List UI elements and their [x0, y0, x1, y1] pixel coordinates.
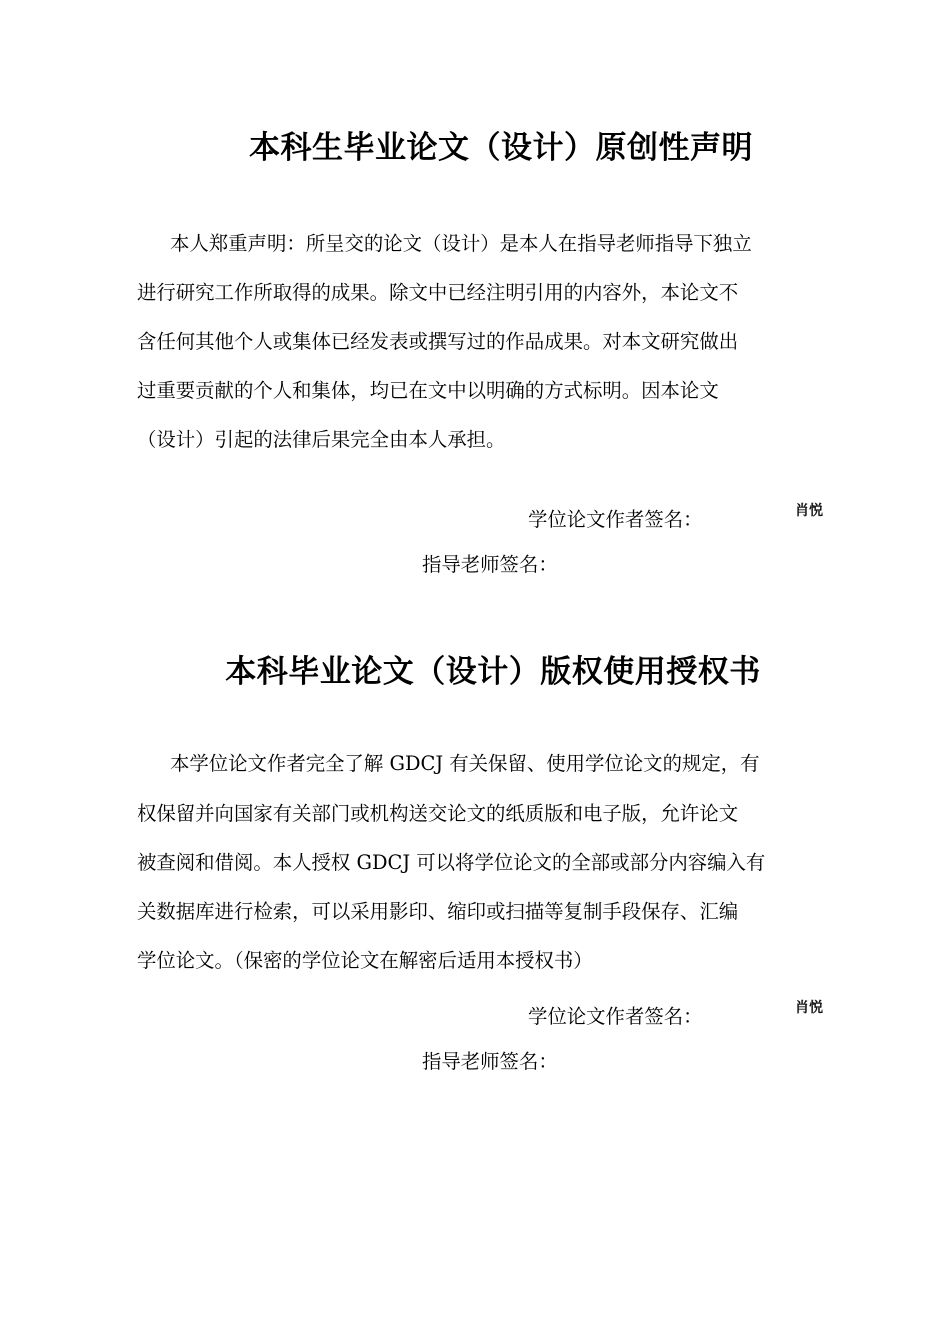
declaration-line-3: 含任何其他个人或集体已经发表或撰写过的作品成果。对本文研究做出 — [137, 330, 739, 353]
authorization-author-signature-image — [794, 996, 834, 1018]
authorization-line-5: 学位论文。（保密的学位论文在解密后适用本授权书） — [137, 949, 593, 972]
authorization-advisor-signature-label: 指导老师签名： — [422, 1050, 558, 1073]
declaration-author-signature-label: 学位论文作者签名： — [528, 508, 703, 531]
signature-text: 肖悦 — [795, 1000, 823, 1016]
authorization-line-4: 关数据库进行检索，可以采用影印、缩印或扫描等复制手段保存、汇编 — [137, 900, 739, 923]
declaration-line-5: （设计）引起的法律后果完全由本人承担。 — [137, 428, 506, 451]
authorization-title: 本科毕业论文（设计）版权使用授权书 — [225, 654, 761, 690]
declaration-title: 本科生毕业论文（设计）原创性声明 — [249, 130, 753, 166]
signature-text: 肖悦 — [795, 503, 823, 519]
declaration-line-1: 本人郑重声明：所呈交的论文（设计）是本人在指导老师指导下独立 — [170, 232, 752, 255]
authorization-line-1: 本学位论文作者完全了解 GDCJ 有关保留、使用学位论文的规定，有 — [170, 752, 760, 775]
declaration-author-signature-image — [794, 499, 834, 521]
declaration-line-2: 进行研究工作所取得的成果。除文中已经注明引用的内容外，本论文不 — [137, 281, 739, 304]
declaration-advisor-signature-label: 指导老师签名： — [422, 553, 558, 576]
declaration-line-4: 过重要贡献的个人和集体，均已在文中以明确的方式标明。因本论文 — [137, 379, 719, 402]
authorization-line-3: 被查阅和借阅。本人授权 GDCJ 可以将学位论文的全部或部分内容编入有 — [137, 851, 766, 874]
authorization-line-2: 权保留并向国家有关部门或机构送交论文的纸质版和电子版，允许论文 — [137, 802, 739, 825]
authorization-author-signature-label: 学位论文作者签名： — [528, 1005, 703, 1028]
